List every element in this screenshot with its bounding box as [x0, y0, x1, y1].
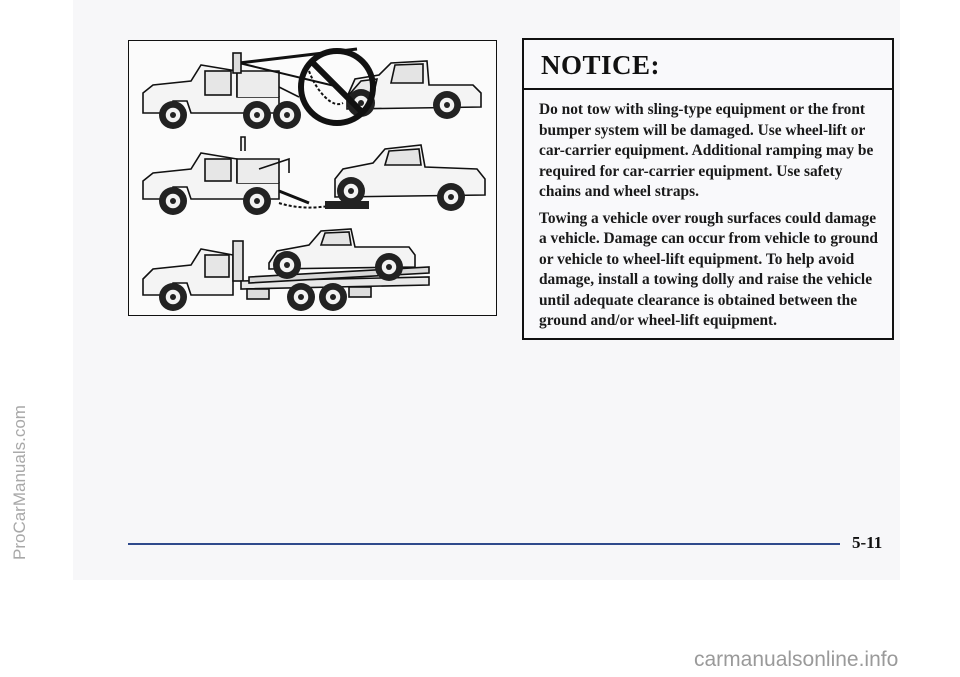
- side-watermark: ProCarManuals.com: [10, 405, 29, 560]
- notice-paragraph-2: Towing a vehicle over rough surfaces could damage a vehicle. Damage can occur from vehicle to ground or vehicle to wheel-lift equipment. To help avoid damage, install a towing dolly and raise the vehicle until adequate clearance is obtained between the ground and/or wheel-lift equipment.: [539, 209, 878, 329]
- towing-diagram: [129, 41, 498, 317]
- towing-illustration: [128, 40, 497, 316]
- footer-rule: [128, 543, 840, 545]
- notice-box: [522, 38, 894, 340]
- footer-watermark: carmanualsonline.info: [694, 648, 899, 671]
- car-carrier-panel: [143, 229, 429, 311]
- notice-heading: NOTICE:: [524, 40, 892, 90]
- sling-tow-panel: [143, 49, 481, 129]
- notice-body: [524, 90, 892, 332]
- notice-paragraph-1: Do not tow with sling-type equipment or the front bumper system will be damaged. Use wheel-lift or car-carrier equipment. Additional ramping may be required for car-carrier equipment. Use safety chains and wheel straps.: [539, 101, 874, 200]
- wheel-lift-panel: [143, 137, 485, 215]
- page-number: 5-11: [852, 533, 883, 552]
